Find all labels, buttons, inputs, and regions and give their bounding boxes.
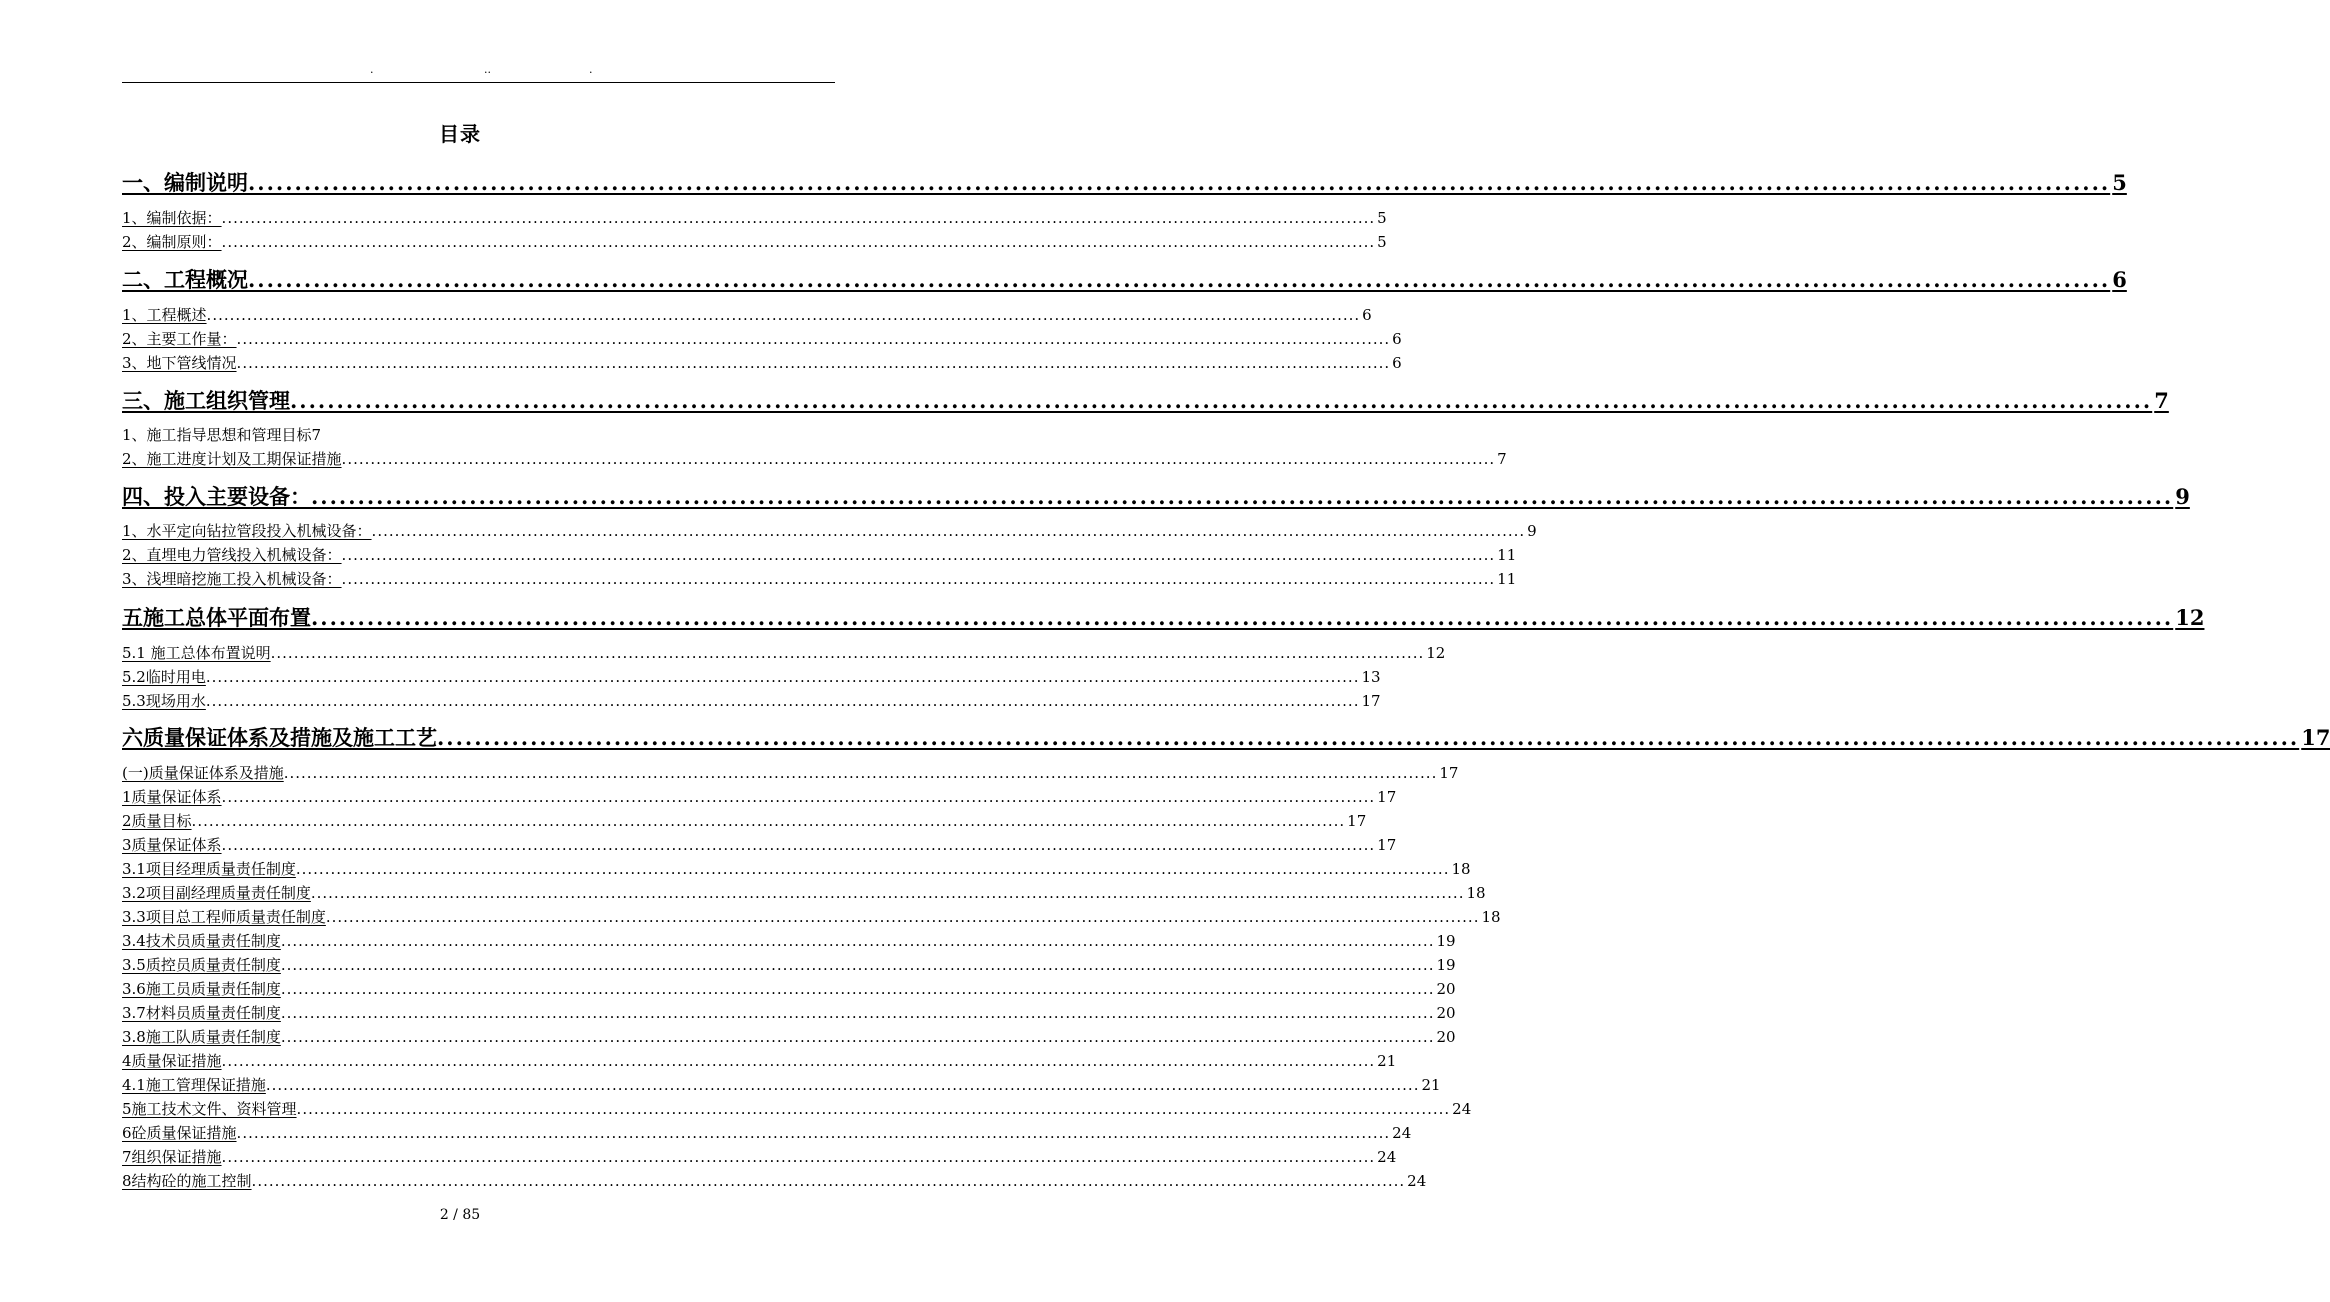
page-number: 2 / 85 (439, 1207, 481, 1223)
toc-entry-text: 一、编制说明 (122, 170, 248, 195)
toc-entry-text: 5.2临时用电 (122, 668, 206, 686)
toc-entry-text: 五施工总体平面布置 (122, 605, 311, 630)
toc-page-number: 5 (2112, 170, 2127, 195)
toc-page-number: 11 (1497, 570, 1517, 588)
toc-page-number: 12 (1426, 644, 1446, 662)
toc-leader-dots: ........................................................................................................................................................................................................ (310, 884, 1465, 902)
toc-leader-dots: ........................................................................................................................................................................................................ (311, 484, 2174, 509)
toc-leader-dots: ........................................................................................................................................................................................................ (270, 644, 1425, 662)
toc-leader-dots: ........................................................................................................................................................................................................ (221, 1052, 1376, 1070)
toc-leader-dots: ........................................................................................................................................................................................................ (206, 306, 1361, 324)
toc-page-number: 17 (2301, 725, 2330, 750)
toc-entry-text: 2、直埋电力管线投入机械设备： (122, 546, 342, 564)
toc-subsection-entry[interactable] (122, 1098, 1472, 1120)
toc-entry-text: 7组织保证措施 (122, 1148, 222, 1166)
header-mark: .. (484, 63, 491, 76)
toc-page-number: 21 (1377, 1052, 1397, 1070)
toc-page-number: 5 (1377, 233, 1387, 251)
toc-leader-dots: ........................................................................................................................................................................................................ (371, 522, 1526, 540)
toc-leader-dots: ........................................................................................................................................................................................................ (280, 980, 1435, 998)
toc-entry-text: 1、水平定向钻拉管段投入机械设备： (122, 522, 372, 540)
toc-section-entry[interactable] (122, 265, 2127, 295)
toc-subsection-entry[interactable] (122, 690, 1381, 712)
toc-leader-dots: ........................................................................................................................................................................................................ (221, 209, 1376, 227)
toc-page-number: 18 (1451, 860, 1471, 878)
toc-page-number: 21 (1421, 1076, 1441, 1094)
toc-leader-dots: ........................................................................................................................................................................................................ (280, 956, 1435, 974)
toc-page-number: 9 (2175, 484, 2190, 509)
toc-subsection-entry[interactable] (122, 231, 1387, 253)
toc-subsection-entry[interactable] (122, 810, 1367, 832)
toc-section-entry[interactable] (122, 386, 2169, 416)
toc-subsection-entry[interactable] (122, 666, 1381, 688)
toc-subsection-entry[interactable] (122, 424, 765, 446)
toc-leader-dots: ........................................................................................................................................................................................................ (296, 1100, 1451, 1118)
toc-page-number: 9 (1527, 522, 1537, 540)
toc-entry-text: 3.8施工队质量责任制度 (122, 1028, 281, 1046)
toc-page-number: 17 (1377, 836, 1397, 854)
toc-subsection-entry[interactable] (122, 930, 1456, 952)
toc-page-number: 24 (1377, 1148, 1397, 1166)
toc-page-number: 6 (1392, 354, 1402, 372)
toc-page-number: 24 (1407, 1172, 1427, 1190)
toc-section-entry[interactable] (122, 168, 2127, 198)
toc-entry-text: 8结构砼的施工控制 (122, 1172, 252, 1190)
toc-leader-dots: ........................................................................................................................................................................................................ (295, 860, 1450, 878)
toc-section-entry[interactable] (122, 603, 2205, 633)
toc-subsection-entry[interactable] (122, 786, 1397, 808)
toc-page-number: 19 (1436, 932, 1456, 950)
toc-leader-dots: ........................................................................................................................................................................................................ (280, 1004, 1435, 1022)
toc-leader-dots: ........................................................................................................................................................................................................ (437, 725, 2300, 750)
toc-leader-dots: ........................................................................................................................................................................................................ (311, 605, 2174, 630)
toc-leader-dots: ........................................................................................................................................................................................................ (283, 764, 1438, 782)
toc-entry-text: 1、工程概述 (122, 306, 207, 324)
toc-subsection-entry[interactable] (122, 1074, 1441, 1096)
toc-subsection-entry[interactable] (122, 1170, 1427, 1192)
toc-subsection-entry[interactable] (122, 834, 1397, 856)
toc-page-number: 11 (1497, 546, 1517, 564)
toc-entry-text: 3、地下管线情况 (122, 354, 237, 372)
toc-subsection-entry[interactable] (122, 1050, 1397, 1072)
toc-leader-dots: ........................................................................................................................................................................................................ (248, 170, 2111, 195)
toc-page-number: 17 (1347, 812, 1367, 830)
toc-subsection-entry[interactable] (122, 520, 1537, 542)
toc-entry-text: 2、主要工作量： (122, 330, 237, 348)
toc-page-number: 18 (1481, 908, 1501, 926)
toc-page-number: 7 (1497, 450, 1507, 468)
toc-page-number: 6 (1392, 330, 1402, 348)
toc-page-number: 24 (1452, 1100, 1472, 1118)
toc-entry-text: 3.3项目总工程师质量责任制度 (122, 908, 326, 926)
toc-entry-text: 2质量目标 (122, 812, 192, 830)
toc-entry-text: 5.3现场用水 (122, 692, 206, 710)
toc-subsection-entry[interactable] (122, 858, 1471, 880)
toc-title: 目录 (439, 122, 481, 146)
toc-leader-dots: ........................................................................................................................................................................................................ (236, 354, 1391, 372)
toc-leader-dots: ........................................................................................................................................................................................................ (341, 546, 1496, 564)
toc-page-number: 17 (1361, 692, 1381, 710)
toc-leader-dots: ........................................................................................................................................................................................................ (205, 668, 1360, 686)
toc-leader-dots: ........................................................................................................................................................................................................ (265, 1076, 1420, 1094)
toc-entry-text: 1、施工指导思想和管理目标7 (122, 426, 322, 444)
toc-page-number: 20 (1436, 980, 1456, 998)
toc-leader-dots: ........................................................................................................................................................................................................ (341, 570, 1496, 588)
toc-page-number: 12 (2175, 605, 2205, 630)
toc-entry-text: 1质量保证体系 (122, 788, 222, 806)
toc-subsection-entry[interactable] (122, 882, 1486, 904)
toc-leader-dots: ........................................................................................................................................................................................................ (341, 450, 1496, 468)
toc-leader-dots: ........................................................................................................................................................................................................ (251, 1172, 1406, 1190)
toc-entry-text: 3、浅埋暗挖施工投入机械设备： (122, 570, 342, 588)
toc-subsection-entry[interactable] (122, 352, 1402, 374)
toc-leader-dots: ........................................................................................................................................................................................................ (221, 1148, 1376, 1166)
toc-entry-text: 3质量保证体系 (122, 836, 222, 854)
toc-entry-text: 二、工程概况 (122, 267, 248, 292)
toc-subsection-entry[interactable] (122, 1026, 1456, 1048)
toc-entry-text: (一)质量保证体系及措施 (122, 764, 284, 782)
toc-page-number: 13 (1361, 668, 1381, 686)
page-header (122, 58, 835, 83)
toc-section-entry[interactable] (122, 723, 2330, 753)
toc-leader-dots: ........................................................................................................................................................................................................ (280, 1028, 1435, 1046)
toc-section-entry[interactable] (122, 482, 2190, 512)
toc-entry-text: 四、投入主要设备： (122, 484, 311, 509)
toc-subsection-entry[interactable] (122, 906, 1501, 928)
toc-subsection-entry[interactable] (122, 642, 1446, 664)
toc-entry-text: 3.5质控员质量责任制度 (122, 956, 281, 974)
toc-leader-dots: ........................................................................................................................................................................................................ (205, 692, 1360, 710)
toc-entry-text: 2、编制原则： (122, 233, 222, 251)
toc-leader-dots: ........................................................................................................................................................................................................ (290, 388, 2153, 413)
toc-page-number: 19 (1436, 956, 1456, 974)
header-mark: . (589, 63, 593, 76)
toc-page-number: 17 (1377, 788, 1397, 806)
toc-page-number: 6 (2112, 267, 2127, 292)
toc-page-number: 6 (1362, 306, 1372, 324)
toc-subsection-entry[interactable] (122, 978, 1456, 1000)
toc-page-number: 18 (1466, 884, 1486, 902)
toc-entry-text: 6砼质量保证措施 (122, 1124, 237, 1142)
toc-subsection-entry[interactable] (122, 207, 1387, 229)
toc-page-number: 20 (1436, 1004, 1456, 1022)
toc-entry-text: 4质量保证措施 (122, 1052, 222, 1070)
toc-leader-dots: ........................................................................................................................................................................................................ (221, 788, 1376, 806)
toc-entry-text: 六质量保证体系及措施及施工工艺 (122, 725, 437, 750)
toc-entry-text: 5施工技术文件、资料管理 (122, 1100, 297, 1118)
toc-subsection-entry[interactable] (122, 448, 1507, 470)
toc-entry-text: 三、施工组织管理 (122, 388, 290, 413)
toc-subsection-entry[interactable] (122, 762, 1459, 784)
toc-subsection-entry[interactable] (122, 328, 1402, 350)
toc-subsection-entry[interactable] (122, 544, 1517, 566)
toc-subsection-entry[interactable] (122, 568, 1517, 590)
toc-leader-dots: ........................................................................................................................................................................................................ (236, 1124, 1391, 1142)
toc-leader-dots: ........................................................................................................................................................................................................ (248, 267, 2111, 292)
toc-page-number: 20 (1436, 1028, 1456, 1046)
toc-page-number: 7 (2154, 388, 2169, 413)
toc-entry-text: 3.2项目副经理质量责任制度 (122, 884, 311, 902)
toc-subsection-entry[interactable] (122, 1002, 1456, 1024)
toc-subsection-entry[interactable] (122, 304, 1372, 326)
toc-page-number: 17 (1439, 764, 1459, 782)
toc-entry-text: 3.4技术员质量责任制度 (122, 932, 281, 950)
toc-entry-text: 1、编制依据： (122, 209, 222, 227)
toc-leader-dots: ........................................................................................................................................................................................................ (221, 233, 1376, 251)
toc-page-number: 5 (1377, 209, 1387, 227)
toc-subsection-entry[interactable] (122, 1146, 1397, 1168)
toc-leader-dots: ........................................................................................................................................................................................................ (191, 812, 1346, 830)
toc-leader-dots: ........................................................................................................................................................................................................ (236, 330, 1391, 348)
toc-subsection-entry[interactable] (122, 1122, 1412, 1144)
toc-entry-text: 5.1 施工总体布置说明 (122, 644, 271, 662)
toc-entry-text: 4.1施工管理保证措施 (122, 1076, 266, 1094)
toc-entry-text: 2、施工进度计划及工期保证措施 (122, 450, 342, 468)
toc-entry-text: 3.7材料员质量责任制度 (122, 1004, 281, 1022)
toc-entry-text: 3.1项目经理质量责任制度 (122, 860, 296, 878)
toc-leader-dots: ........................................................................................................................................................................................................ (280, 932, 1435, 950)
toc-page-number: 24 (1392, 1124, 1412, 1142)
header-mark: . (370, 63, 374, 76)
toc-leader-dots: ........................................................................................................................................................................................................ (325, 908, 1480, 926)
toc-entry-text: 3.6施工员质量责任制度 (122, 980, 281, 998)
toc-leader-dots: ........................................................................................................................................................................................................ (221, 836, 1376, 854)
toc-subsection-entry[interactable] (122, 954, 1456, 976)
